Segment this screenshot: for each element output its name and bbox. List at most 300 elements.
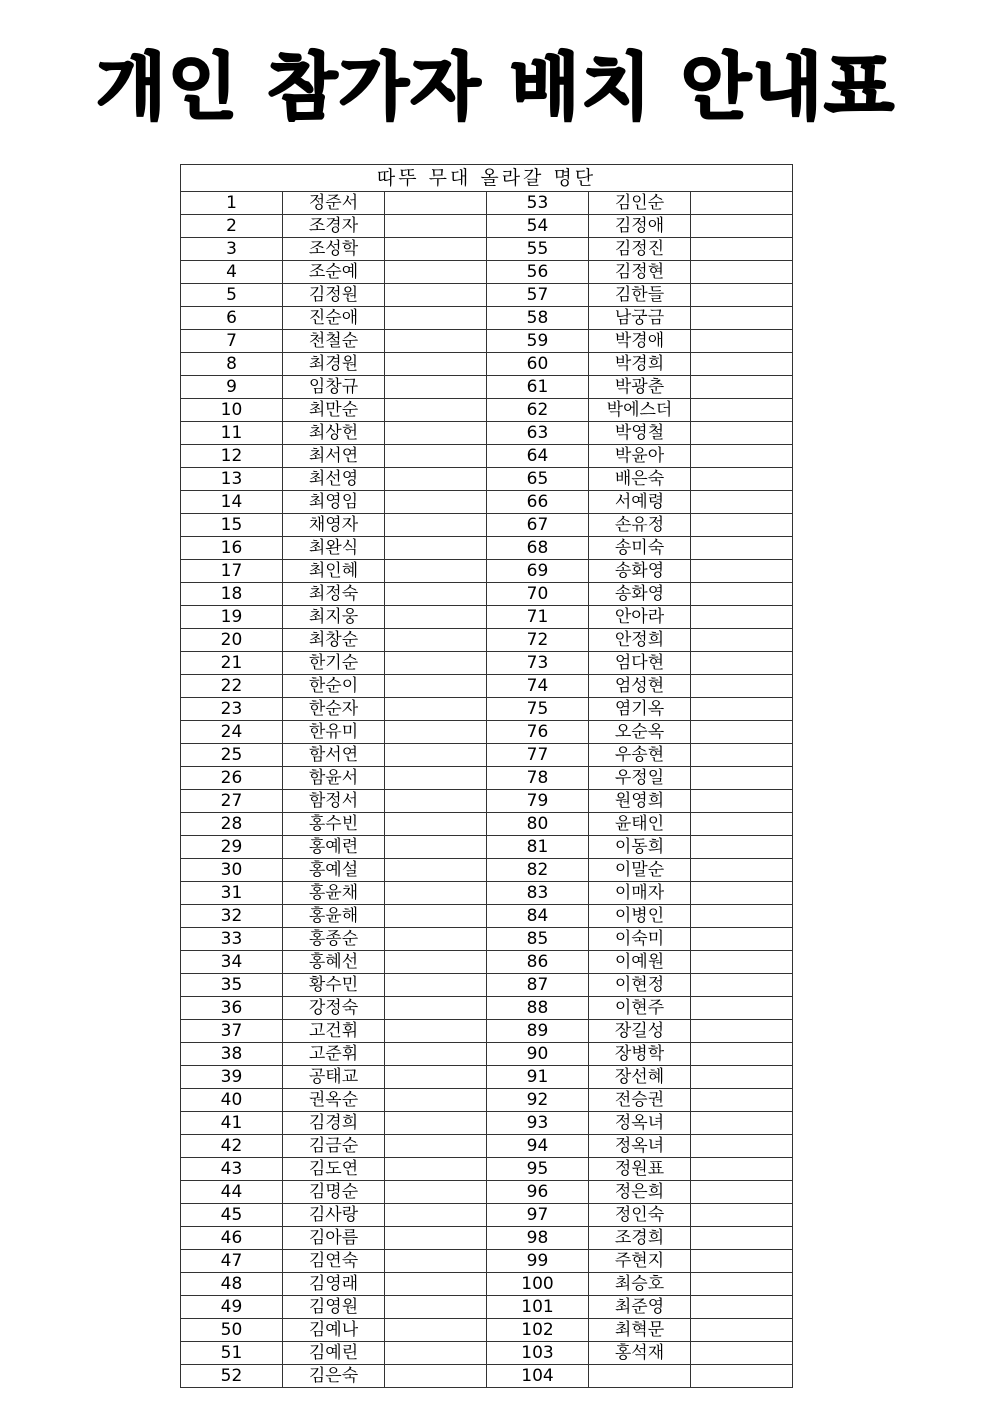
- number-cell: 42: [181, 1135, 283, 1158]
- empty-cell: [691, 537, 793, 560]
- number-cell: 32: [181, 905, 283, 928]
- number-cell: 43: [181, 1158, 283, 1181]
- name-cell: 최인혜: [283, 560, 385, 583]
- empty-cell: [385, 675, 487, 698]
- empty-cell: [691, 1089, 793, 1112]
- name-cell: 박경희: [589, 353, 691, 376]
- number-cell: 26: [181, 767, 283, 790]
- name-cell: 김도연: [283, 1158, 385, 1181]
- empty-cell: [691, 468, 793, 491]
- number-cell: 87: [487, 974, 589, 997]
- table-row: [181, 1273, 793, 1296]
- name-cell: 김정애: [589, 215, 691, 238]
- name-cell: 손유정: [589, 514, 691, 537]
- empty-cell: [691, 859, 793, 882]
- name-cell: 홍석재: [589, 1342, 691, 1365]
- empty-cell: [385, 1112, 487, 1135]
- number-cell: 75: [487, 698, 589, 721]
- name-cell: 장길성: [589, 1020, 691, 1043]
- table-row: [181, 836, 793, 859]
- name-cell: 고건휘: [283, 1020, 385, 1043]
- table-row: [181, 1342, 793, 1365]
- empty-cell: [385, 1296, 487, 1319]
- empty-cell: [691, 606, 793, 629]
- number-cell: 101: [487, 1296, 589, 1319]
- number-cell: 55: [487, 238, 589, 261]
- number-cell: 95: [487, 1158, 589, 1181]
- empty-cell: [385, 836, 487, 859]
- empty-cell: [385, 238, 487, 261]
- empty-cell: [385, 744, 487, 767]
- number-cell: 20: [181, 629, 283, 652]
- number-cell: 39: [181, 1066, 283, 1089]
- name-cell: 홍예련: [283, 836, 385, 859]
- name-cell: 정은희: [589, 1181, 691, 1204]
- number-cell: 104: [487, 1365, 589, 1388]
- empty-cell: [691, 1066, 793, 1089]
- name-cell: 오순옥: [589, 721, 691, 744]
- number-cell: 22: [181, 675, 283, 698]
- number-cell: 30: [181, 859, 283, 882]
- empty-cell: [691, 652, 793, 675]
- name-cell: 박영철: [589, 422, 691, 445]
- number-cell: 12: [181, 445, 283, 468]
- table-row: [181, 261, 793, 284]
- name-cell: 함서연: [283, 744, 385, 767]
- table-row: [181, 1204, 793, 1227]
- name-cell: 최정숙: [283, 583, 385, 606]
- table-row: [181, 767, 793, 790]
- name-cell: 강정숙: [283, 997, 385, 1020]
- table-row: [181, 445, 793, 468]
- table-row: [181, 974, 793, 997]
- empty-cell: [385, 882, 487, 905]
- table-row: [181, 629, 793, 652]
- table-row: [181, 192, 793, 215]
- number-cell: 49: [181, 1296, 283, 1319]
- empty-cell: [385, 1135, 487, 1158]
- table-row: [181, 1250, 793, 1273]
- table-row: [181, 307, 793, 330]
- empty-cell: [385, 307, 487, 330]
- empty-cell: [691, 1250, 793, 1273]
- table-row: [181, 606, 793, 629]
- name-cell: 정준서: [283, 192, 385, 215]
- name-cell: 염기옥: [589, 698, 691, 721]
- name-cell: 정인숙: [589, 1204, 691, 1227]
- number-cell: 79: [487, 790, 589, 813]
- number-cell: 71: [487, 606, 589, 629]
- empty-cell: [385, 284, 487, 307]
- table-row: [181, 468, 793, 491]
- number-cell: 21: [181, 652, 283, 675]
- empty-cell: [385, 767, 487, 790]
- table-row: [181, 1066, 793, 1089]
- table-row: [181, 928, 793, 951]
- number-cell: 103: [487, 1342, 589, 1365]
- number-cell: 99: [487, 1250, 589, 1273]
- table-row: [181, 1135, 793, 1158]
- table-row: [181, 1319, 793, 1342]
- number-cell: 3: [181, 238, 283, 261]
- name-cell: 김인순: [589, 192, 691, 215]
- name-cell: 조경희: [589, 1227, 691, 1250]
- name-cell: 홍혜선: [283, 951, 385, 974]
- empty-cell: [385, 1319, 487, 1342]
- table-row: [181, 790, 793, 813]
- name-cell: 배은숙: [589, 468, 691, 491]
- name-cell: 박광춘: [589, 376, 691, 399]
- number-cell: 91: [487, 1066, 589, 1089]
- empty-cell: [385, 376, 487, 399]
- number-cell: 6: [181, 307, 283, 330]
- empty-cell: [385, 859, 487, 882]
- name-cell: 한순자: [283, 698, 385, 721]
- number-cell: 84: [487, 905, 589, 928]
- name-cell: 김금순: [283, 1135, 385, 1158]
- number-cell: 64: [487, 445, 589, 468]
- name-cell: 홍종순: [283, 928, 385, 951]
- name-cell: 우송현: [589, 744, 691, 767]
- table-row: [181, 1158, 793, 1181]
- number-cell: 29: [181, 836, 283, 859]
- number-cell: 57: [487, 284, 589, 307]
- table-row: [181, 422, 793, 445]
- number-cell: 90: [487, 1043, 589, 1066]
- name-cell: 최선영: [283, 468, 385, 491]
- empty-cell: [691, 399, 793, 422]
- number-cell: 100: [487, 1273, 589, 1296]
- number-cell: 33: [181, 928, 283, 951]
- name-cell: 함정서: [283, 790, 385, 813]
- empty-cell: [385, 422, 487, 445]
- name-cell: 김영원: [283, 1296, 385, 1319]
- empty-cell: [385, 951, 487, 974]
- empty-cell: [385, 974, 487, 997]
- empty-cell: [385, 261, 487, 284]
- empty-cell: [691, 307, 793, 330]
- name-cell: 송화영: [589, 583, 691, 606]
- name-cell: 김정현: [589, 261, 691, 284]
- empty-cell: [385, 1020, 487, 1043]
- empty-cell: [691, 238, 793, 261]
- table-row: [181, 813, 793, 836]
- number-cell: 37: [181, 1020, 283, 1043]
- number-cell: 8: [181, 353, 283, 376]
- name-cell: 엄다현: [589, 652, 691, 675]
- name-cell: 최준영: [589, 1296, 691, 1319]
- number-cell: 53: [487, 192, 589, 215]
- name-cell: 김경희: [283, 1112, 385, 1135]
- name-cell: 안아라: [589, 606, 691, 629]
- name-cell: 이병인: [589, 905, 691, 928]
- name-cell: 진순애: [283, 307, 385, 330]
- number-cell: 27: [181, 790, 283, 813]
- name-cell: 김정진: [589, 238, 691, 261]
- name-cell: 홍윤채: [283, 882, 385, 905]
- empty-cell: [691, 928, 793, 951]
- number-cell: 11: [181, 422, 283, 445]
- name-cell: 최서연: [283, 445, 385, 468]
- number-cell: 36: [181, 997, 283, 1020]
- empty-cell: [385, 928, 487, 951]
- empty-cell: [385, 330, 487, 353]
- table-row: [181, 583, 793, 606]
- empty-cell: [691, 836, 793, 859]
- name-cell: 이매자: [589, 882, 691, 905]
- empty-cell: [691, 1296, 793, 1319]
- title-word: 참가자: [267, 45, 482, 129]
- number-cell: 68: [487, 537, 589, 560]
- number-cell: 60: [487, 353, 589, 376]
- empty-cell: [385, 399, 487, 422]
- number-cell: 74: [487, 675, 589, 698]
- name-cell: 주현지: [589, 1250, 691, 1273]
- number-cell: 4: [181, 261, 283, 284]
- empty-cell: [385, 997, 487, 1020]
- name-cell: 전승권: [589, 1089, 691, 1112]
- name-cell: 조성학: [283, 238, 385, 261]
- number-cell: 56: [487, 261, 589, 284]
- empty-cell: [691, 813, 793, 836]
- number-cell: 23: [181, 698, 283, 721]
- table-row: [181, 1227, 793, 1250]
- name-cell: 천철순: [283, 330, 385, 353]
- table-header: 따뚜 무대 올라갈 명단: [181, 165, 793, 192]
- name-cell: 최창순: [283, 629, 385, 652]
- empty-cell: [691, 583, 793, 606]
- table-row: [181, 721, 793, 744]
- name-cell: 김예나: [283, 1319, 385, 1342]
- name-cell: 김한들: [589, 284, 691, 307]
- empty-cell: [691, 445, 793, 468]
- empty-cell: [691, 882, 793, 905]
- empty-cell: [385, 215, 487, 238]
- empty-cell: [385, 353, 487, 376]
- number-cell: 15: [181, 514, 283, 537]
- empty-cell: [385, 606, 487, 629]
- empty-cell: [691, 1365, 793, 1388]
- empty-cell: [385, 1043, 487, 1066]
- name-cell: 김명순: [283, 1181, 385, 1204]
- number-cell: 17: [181, 560, 283, 583]
- number-cell: 80: [487, 813, 589, 836]
- empty-cell: [385, 445, 487, 468]
- name-cell: 이예원: [589, 951, 691, 974]
- name-cell: 원영희: [589, 790, 691, 813]
- table-row: [181, 560, 793, 583]
- name-cell: 장병학: [589, 1043, 691, 1066]
- number-cell: 82: [487, 859, 589, 882]
- empty-cell: [691, 1342, 793, 1365]
- table-row: [181, 859, 793, 882]
- number-cell: 38: [181, 1043, 283, 1066]
- name-cell: 최지웅: [283, 606, 385, 629]
- number-cell: 63: [487, 422, 589, 445]
- number-cell: 18: [181, 583, 283, 606]
- name-cell: 송화영: [589, 560, 691, 583]
- number-cell: 73: [487, 652, 589, 675]
- empty-cell: [691, 1020, 793, 1043]
- empty-cell: [691, 905, 793, 928]
- table-row: [181, 399, 793, 422]
- name-cell: [589, 1365, 691, 1388]
- number-cell: 85: [487, 928, 589, 951]
- table-row: [181, 1296, 793, 1319]
- empty-cell: [385, 192, 487, 215]
- empty-cell: [691, 284, 793, 307]
- number-cell: 92: [487, 1089, 589, 1112]
- name-cell: 김아름: [283, 1227, 385, 1250]
- name-cell: 엄성현: [589, 675, 691, 698]
- empty-cell: [385, 1273, 487, 1296]
- number-cell: 19: [181, 606, 283, 629]
- empty-cell: [385, 1158, 487, 1181]
- number-cell: 97: [487, 1204, 589, 1227]
- number-cell: 93: [487, 1112, 589, 1135]
- number-cell: 86: [487, 951, 589, 974]
- empty-cell: [691, 721, 793, 744]
- number-cell: 88: [487, 997, 589, 1020]
- table-row: [181, 1181, 793, 1204]
- empty-cell: [691, 997, 793, 1020]
- name-cell: 이현정: [589, 974, 691, 997]
- empty-cell: [691, 1112, 793, 1135]
- name-cell: 김사랑: [283, 1204, 385, 1227]
- table-row: [181, 514, 793, 537]
- name-cell: 고준휘: [283, 1043, 385, 1066]
- number-cell: 61: [487, 376, 589, 399]
- number-cell: 41: [181, 1112, 283, 1135]
- name-cell: 권옥순: [283, 1089, 385, 1112]
- empty-cell: [385, 698, 487, 721]
- empty-cell: [691, 376, 793, 399]
- number-cell: 89: [487, 1020, 589, 1043]
- empty-cell: [385, 1342, 487, 1365]
- empty-cell: [385, 652, 487, 675]
- name-cell: 함윤서: [283, 767, 385, 790]
- empty-cell: [691, 629, 793, 652]
- table-row: [181, 376, 793, 399]
- empty-cell: [691, 261, 793, 284]
- number-cell: 52: [181, 1365, 283, 1388]
- empty-cell: [691, 1181, 793, 1204]
- empty-cell: [691, 330, 793, 353]
- table-row: [181, 284, 793, 307]
- empty-cell: [385, 905, 487, 928]
- empty-cell: [385, 491, 487, 514]
- name-cell: 장선혜: [589, 1066, 691, 1089]
- empty-cell: [385, 1089, 487, 1112]
- table-row: [181, 1112, 793, 1135]
- name-cell: 최만순: [283, 399, 385, 422]
- title-word: 안내표: [681, 45, 896, 129]
- empty-cell: [691, 698, 793, 721]
- empty-cell: [385, 514, 487, 537]
- name-cell: 이현주: [589, 997, 691, 1020]
- number-cell: 40: [181, 1089, 283, 1112]
- number-cell: 83: [487, 882, 589, 905]
- name-cell: 정옥녀: [589, 1135, 691, 1158]
- name-cell: 박에스더: [589, 399, 691, 422]
- number-cell: 44: [181, 1181, 283, 1204]
- number-cell: 24: [181, 721, 283, 744]
- empty-cell: [385, 721, 487, 744]
- number-cell: 98: [487, 1227, 589, 1250]
- title-word: 배치: [510, 45, 654, 129]
- number-cell: 67: [487, 514, 589, 537]
- name-cell: 조순예: [283, 261, 385, 284]
- name-cell: 윤태인: [589, 813, 691, 836]
- number-cell: 35: [181, 974, 283, 997]
- number-cell: 77: [487, 744, 589, 767]
- empty-cell: [385, 1204, 487, 1227]
- number-cell: 48: [181, 1273, 283, 1296]
- empty-cell: [691, 1227, 793, 1250]
- empty-cell: [691, 1204, 793, 1227]
- empty-cell: [385, 1227, 487, 1250]
- number-cell: 13: [181, 468, 283, 491]
- number-cell: 58: [487, 307, 589, 330]
- number-cell: 70: [487, 583, 589, 606]
- name-cell: 남궁금: [589, 307, 691, 330]
- table-row: [181, 997, 793, 1020]
- empty-cell: [691, 1135, 793, 1158]
- table-row: [181, 1365, 793, 1388]
- number-cell: 9: [181, 376, 283, 399]
- empty-cell: [691, 767, 793, 790]
- name-cell: 김정원: [283, 284, 385, 307]
- number-cell: 54: [487, 215, 589, 238]
- table-row: [181, 905, 793, 928]
- number-cell: 16: [181, 537, 283, 560]
- name-cell: 이동희: [589, 836, 691, 859]
- name-cell: 채영자: [283, 514, 385, 537]
- table-row: [181, 238, 793, 261]
- empty-cell: [385, 1066, 487, 1089]
- name-cell: 박윤아: [589, 445, 691, 468]
- number-cell: 81: [487, 836, 589, 859]
- empty-cell: [691, 514, 793, 537]
- number-cell: 50: [181, 1319, 283, 1342]
- number-cell: 94: [487, 1135, 589, 1158]
- name-cell: 안정희: [589, 629, 691, 652]
- number-cell: 5: [181, 284, 283, 307]
- name-cell: 송미숙: [589, 537, 691, 560]
- number-cell: 7: [181, 330, 283, 353]
- name-cell: 공태교: [283, 1066, 385, 1089]
- name-cell: 정원표: [589, 1158, 691, 1181]
- name-cell: 이말순: [589, 859, 691, 882]
- empty-cell: [691, 353, 793, 376]
- number-cell: 10: [181, 399, 283, 422]
- number-cell: 45: [181, 1204, 283, 1227]
- empty-cell: [691, 790, 793, 813]
- name-cell: 조경자: [283, 215, 385, 238]
- name-cell: 황수민: [283, 974, 385, 997]
- name-cell: 홍수빈: [283, 813, 385, 836]
- table-row: [181, 537, 793, 560]
- empty-cell: [385, 537, 487, 560]
- number-cell: 25: [181, 744, 283, 767]
- table-row: [181, 330, 793, 353]
- table-row: [181, 652, 793, 675]
- name-cell: 한기순: [283, 652, 385, 675]
- number-cell: 59: [487, 330, 589, 353]
- name-cell: 김영래: [283, 1273, 385, 1296]
- table-header-row: [181, 165, 793, 192]
- name-cell: 임창규: [283, 376, 385, 399]
